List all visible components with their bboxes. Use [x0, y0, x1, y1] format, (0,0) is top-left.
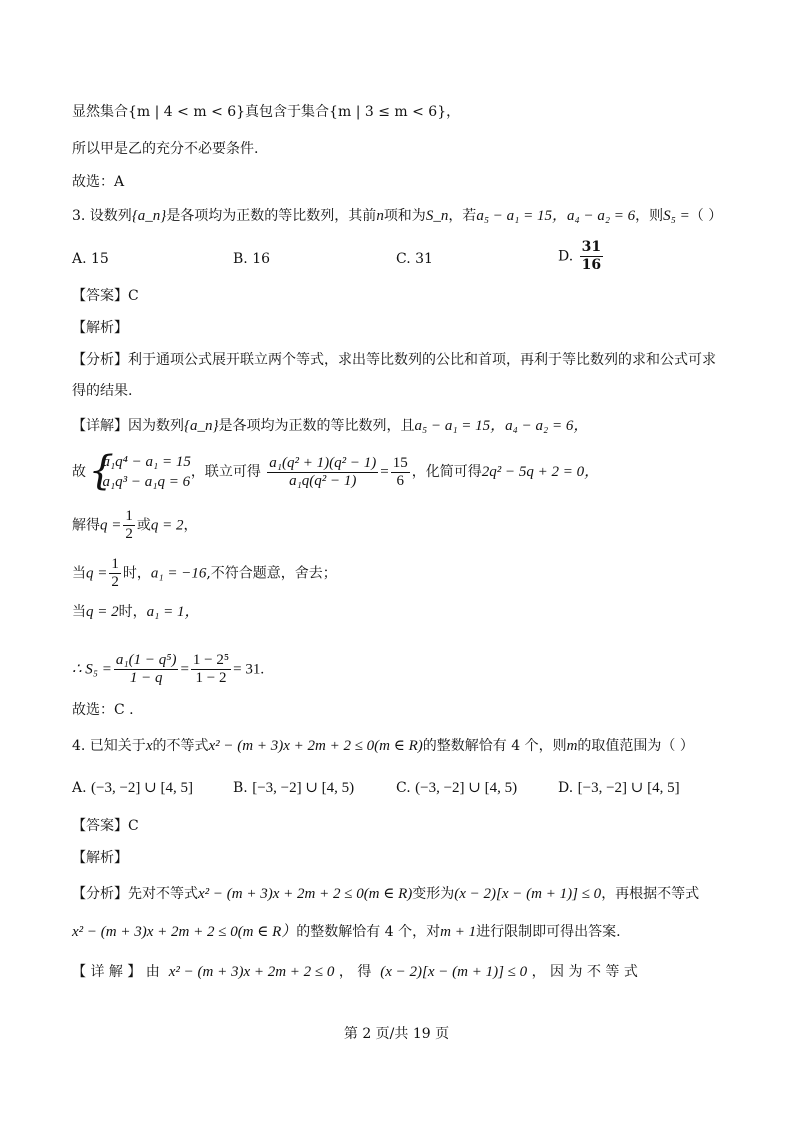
- fraction: [123, 508, 135, 543]
- text: 【分析】先对不等式: [72, 886, 198, 902]
- math: a₁ = −16: [150, 565, 207, 582]
- text-line: [72, 884, 699, 904]
- math: ∴ S₅ =: [72, 661, 112, 678]
- math: a₁ = 1，: [146, 604, 200, 620]
- math: a₅ − a₁ = 15，a₄ − a₂ = 6，: [414, 418, 589, 434]
- math: x: [145, 738, 153, 754]
- math: [−3, −2] ∪ [4, 5): [252, 780, 355, 796]
- math: m: [566, 738, 578, 754]
- fraction: [267, 455, 378, 490]
- text: ，若: [448, 208, 477, 224]
- page-footer: 第 2 页/共 19 页: [343, 1026, 450, 1042]
- numerator: 31: [581, 239, 602, 255]
- option-label: A.: [72, 780, 87, 796]
- math: x² − (m + 3)x + 2m + 2 ≤ 0(m ∈ R）: [72, 924, 297, 940]
- text: 的取值范围为（ ）: [577, 738, 694, 754]
- fraction: [114, 652, 179, 687]
- text: 或: [136, 517, 151, 534]
- option-b: [233, 778, 354, 798]
- fraction: [580, 239, 603, 274]
- text: ， 得: [338, 964, 372, 980]
- text-line: [72, 652, 264, 687]
- text: 是各项均为正数的等比数列，其前: [166, 208, 377, 224]
- text: 【详解】因为数列: [72, 418, 184, 434]
- text-line: 故选：A: [72, 174, 125, 190]
- numerator: 1: [125, 508, 133, 524]
- option-a: [72, 778, 193, 798]
- text: ，化简可得: [411, 464, 482, 480]
- text: 时，: [122, 565, 151, 582]
- answer-label: 【答案】C: [72, 288, 139, 304]
- numerator: a₁(1 − q⁵): [115, 652, 177, 668]
- math: {a_n}: [131, 208, 167, 224]
- math: m + 1: [440, 924, 477, 940]
- text: 当: [72, 604, 86, 620]
- text-line: [72, 452, 599, 492]
- text: ，联立可得: [190, 464, 261, 480]
- text: 是各项均为正数的等比数列，且: [218, 418, 415, 434]
- text: ，则: [635, 208, 664, 224]
- text-line: 【分析】利于通项公式展开联立两个等式，求出等比数列的公比和首项，再利于等比数列的求和公式可求: [72, 352, 716, 368]
- text: 变形为: [412, 886, 455, 902]
- math: 2q² − 5q + 2 = 0，: [481, 464, 600, 480]
- math: S_n: [425, 208, 449, 224]
- analysis-label: 【解析】: [72, 320, 128, 336]
- option-d: [558, 239, 605, 274]
- text: 时，: [118, 604, 147, 620]
- numerator: 1 − 2⁵: [192, 652, 230, 668]
- math: q =: [100, 517, 122, 534]
- text-line: [72, 922, 621, 942]
- math: {a_n}: [184, 418, 219, 434]
- math: (x − 2)[x − (m + 1)] ≤ 0: [454, 886, 602, 902]
- denominator: a₁q(q² − 1): [289, 472, 357, 489]
- text: ，再根据不等式: [601, 886, 700, 902]
- text: 的整数解恰有 4 个，则: [422, 738, 567, 754]
- text: ,不符合题意，舍去；: [206, 565, 337, 582]
- math: x² − (m + 3)x + 2m + 2 ≤ 0: [168, 964, 335, 980]
- text-line: 得的结果.: [72, 383, 133, 399]
- math: a₅ − a₁ = 15，a₄ − a₂ = 6: [476, 208, 636, 224]
- fraction: [391, 455, 410, 490]
- numerator: a₁(q² + 1)(q² − 1): [269, 454, 377, 471]
- text: 的整数解恰有 4 个，对: [296, 924, 441, 940]
- numerator: 1: [111, 556, 119, 572]
- text: 的不等式: [152, 738, 209, 754]
- math: x² − (m + 3)x + 2m + 2 ≤ 0(m ∈ R): [198, 886, 413, 902]
- text-line: [72, 416, 588, 436]
- option-label: B.: [233, 780, 248, 796]
- question-3-stem: [72, 206, 722, 226]
- fraction: [109, 556, 121, 591]
- text-line: 显然集合{m | 4 < m < 6}真包含于集合{m | 3 ≤ m < 6}，: [72, 104, 461, 120]
- equation-system: [90, 452, 190, 492]
- text: 进行限制即可得出答案.: [476, 924, 621, 940]
- option-a: A. 15: [72, 251, 109, 267]
- option-c: [396, 778, 517, 798]
- text: ， 因 为 不 等 式: [531, 964, 638, 980]
- text: 4. 已知关于: [72, 738, 146, 754]
- math: q =: [86, 565, 108, 582]
- text: （ ）: [689, 208, 723, 224]
- text-line: [72, 602, 199, 622]
- math: x² − (m + 3)x + 2m + 2 ≤ 0(m ∈ R): [208, 738, 423, 754]
- math: =: [180, 661, 189, 678]
- denominator: 16: [581, 257, 602, 273]
- text: ，: [183, 517, 198, 534]
- denominator: 2: [125, 526, 133, 542]
- option-label: C.: [396, 780, 411, 796]
- option-label: D.: [558, 780, 574, 796]
- option-c: C. 31: [396, 251, 433, 267]
- math: (−3, −2] ∪ [4, 5): [415, 780, 518, 796]
- text: 项和为: [383, 208, 426, 224]
- math: n: [376, 208, 384, 224]
- text-line: [72, 508, 198, 543]
- answer-label: 【答案】C: [72, 818, 139, 834]
- math: q = 2: [150, 517, 184, 534]
- denominator: 1 − q: [129, 670, 163, 686]
- option-b: B. 16: [233, 251, 271, 267]
- math: (−3, −2] ∪ [4, 5]: [91, 780, 193, 796]
- numerator: 15: [392, 454, 408, 471]
- text-line: [72, 962, 638, 982]
- math: S₅ =: [663, 208, 690, 224]
- denominator: 2: [111, 574, 119, 590]
- math: [−3, −2] ∪ [4, 5]: [577, 780, 680, 796]
- math: = 31.: [233, 661, 265, 678]
- math: =: [380, 464, 389, 480]
- denominator: 6: [396, 472, 404, 489]
- analysis-label: 【解析】: [72, 850, 128, 866]
- text-line: [72, 556, 337, 591]
- text: 故: [72, 464, 86, 480]
- text: 当: [72, 565, 86, 582]
- option-label: D.: [558, 248, 574, 265]
- text: 解得: [72, 517, 100, 534]
- equation: a₁q³ − a₁q = 6: [102, 474, 191, 490]
- fraction: [191, 652, 231, 687]
- denominator: 1 − 2: [195, 670, 227, 686]
- option-d: [558, 778, 680, 798]
- text-line: 故选：C .: [72, 702, 134, 718]
- question-4-stem: [72, 736, 694, 756]
- math: q = 2: [86, 604, 119, 620]
- text: 3. 设数列: [72, 208, 132, 224]
- text-line: 所以甲是乙的充分不必要条件.: [72, 141, 259, 157]
- text: 【 详 解 】 由: [72, 964, 160, 980]
- math: (x − 2)[x − (m + 1)] ≤ 0: [380, 964, 528, 980]
- equation: { a₁q⁴ − a₁ = 15: [102, 454, 191, 470]
